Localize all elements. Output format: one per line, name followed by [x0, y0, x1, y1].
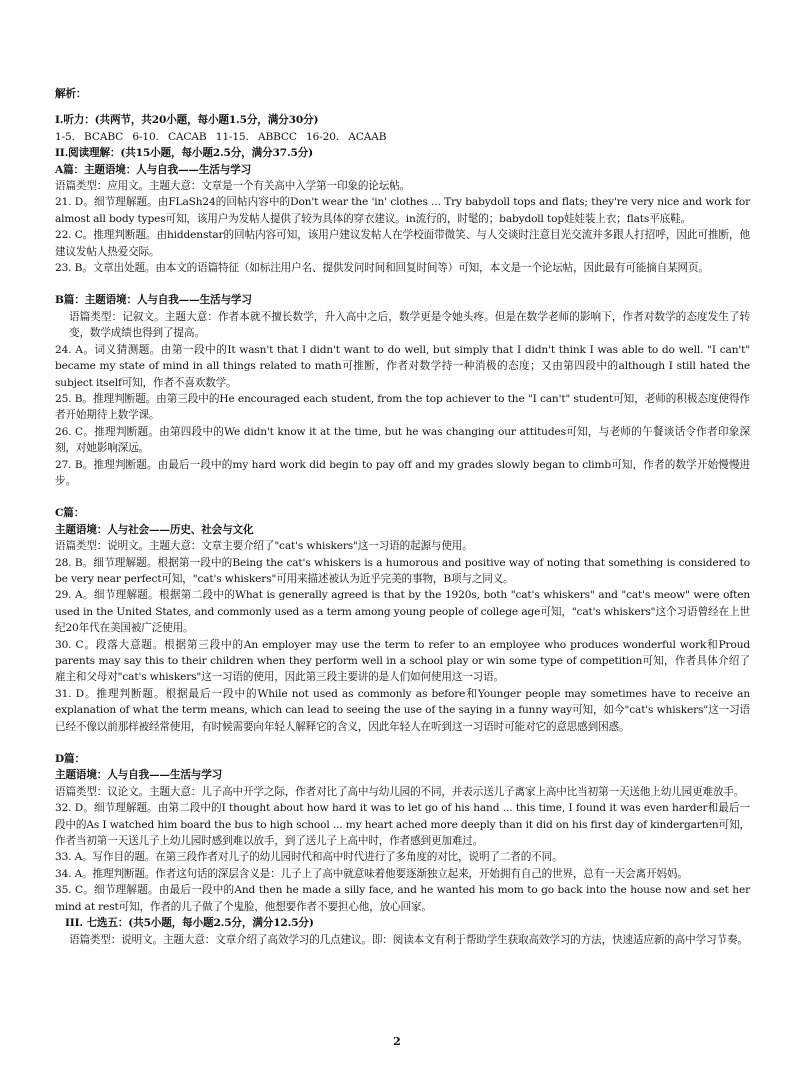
- listening-answers: 1-5. BCABC 6-10. CACAB 11-15. ABBCC 16-20. ACAAB: [55, 130, 387, 143]
- answer-26: 26. C。推理判断题。由第四段中的We didn't know it at the time, but he was changing our attitudes可知，与老师的午餐谈话令作者印象深刻，对她影响深远。: [55, 425, 750, 455]
- page-number: 2: [393, 1035, 401, 1048]
- answer-29: 29. A。细节理解题。根据第二段中的What is generally agreed is that by the 1920s, both "cat's whiskers" and "cat's meow" were often used in the United States, and commonly used as a term among young people of college age可知，"cat's whiskers"这个习语曾经在上世纪20年代在美国被广泛使用。: [55, 589, 750, 635]
- answer-explanations: [55, 86, 750, 948]
- passage-d-label: D篇：: [55, 753, 85, 766]
- seven-choose-five-title: III. 七选五：(共5小题，每小题2.5分，满分12.5分): [65, 917, 314, 930]
- answer-25: 25. B。推理判断题。由第三段中的He encouraged each student, from the top achiever to the "I can't" student可知，老师的积极态度使得作者开始期待上数学课。: [55, 392, 750, 422]
- answer-34: 34. A。推理判断题。作者这句话的深层含义是：儿子上了高中就意味着他要逐渐独立起来，开始拥有自己的世界，总有一天会离开妈妈。: [55, 867, 688, 880]
- passage-a-title: A篇：主题语境：人与自我——生活与学习: [55, 163, 252, 176]
- passage-b-genre: 语篇类型：记叙文。主题大意：作者本就不擅长数学，升入高中之后，数学更是令她头疼。但是在数学老师的影响下，作者对数学的态度发生了转变，数学成绩也得到了提高。: [69, 310, 750, 340]
- listening-section-title: I.听力：(共两节，共20小题，每小题1.5分，满分30分): [55, 114, 319, 127]
- seven-choose-five-genre: 语篇类型：说明文。主题大意：文章介绍了高效学习的几点建议。即：阅读本文有利于帮助学生获取高效学习的方法，快速适应新的高中学习节奏。: [69, 933, 748, 946]
- passage-a-genre: 语篇类型：应用文。主题大意：文章是一个有关高中入学第一印象的论坛帖。: [55, 180, 411, 193]
- passage-d-title: 主题语境：人与自我——生活与学习: [55, 769, 223, 782]
- answer-21: 21. D。细节理解题。由FLaSh24的回帖内容中的Don't wear the 'in' clothes ... Try babydoll tops and flats; they're very nice and work for almost all body types可知，该用户为发帖人提供了较为具体的穿衣建议。in流行的，时髦的；babydoll top娃娃装上衣；flats平底鞋。: [55, 196, 750, 225]
- answer-35: 35. C。细节理解题。由最后一段中的And then he made a silly face, and he wanted his mom to go back into the house now and set her mind at rest可知，作者的儿子做了个鬼脸，他想要作者不要担心他，放心回家。: [55, 884, 750, 913]
- answer-30: 30. C。段落大意题。根据第三段中的An employer may use the term to refer to an employee who produces wonderful work和Proud parents may say this to their children when they perform well in a school play or win some type of competition可知，作者具体介绍了雇主和父母对"cat's whiskers"这一习语的使用，因此第三段主要讲的是人们如何使用这一习语。: [55, 638, 750, 684]
- answer-33: 33. A。写作目的题。在第三段作者对儿子的幼儿园时代和高中时代进行了多角度的对比，说明了二者的不同。: [55, 851, 563, 864]
- passage-c-title: 主题语境：人与社会——历史、社会与文化: [55, 523, 254, 536]
- passage-b-title: B篇：主题语境：人与自我——生活与学习: [55, 294, 252, 307]
- reading-section-title: II.阅读理解：(共15小题，每小题2.5分，满分37.5分): [55, 147, 314, 160]
- answer-24: 24. A。词义猜测题。由第一段中的It wasn't that I didn't want to do well, but simply that I didn't think I was able to do well. "I can't" became my state of mind in all things related to math可推断，作者对数学持一种消极的态度；又由第四段中的although I still hated the subject itself可知，作者不喜欢数学。: [55, 343, 750, 389]
- answer-23: 23. B。文章出处题。由本文的语篇特征（如标注用户名、提供发问时间和回复时间等）可知，本文是一个论坛帖，因此最有可能摘自某网页。: [55, 262, 709, 275]
- passage-c-genre: 语篇类型：说明文。主题大意：文章主要介绍了"cat's whiskers"这一习语的起源与使用。: [55, 540, 473, 553]
- answer-28: 28. B。细节理解题。根据第一段中的Being the cat's whiskers is a humorous and positive way of noting that something is considered to be very near perfect可知，"cat's whiskers"可用来描述被认为近乎完美的事物，B项与之同义。: [55, 556, 750, 585]
- answer-31: 31. D。推理判断题。根据最后一段中的While not used as commonly as before和Younger people may sometimes have to receive an explanation of what the term means, which can lead to seeing the use of the saying in a funny way可知，如今"cat's whiskers"这一习语已经不像以前那样被经常使用，有时候需要向年轻人解释它的含义，因此年轻人在听到这一习语时可能对它的意思感到困惑。: [55, 687, 750, 733]
- answer-27: 27. B。推理判断题。由最后一段中的my hard work did begin to pay off and my grades slowly began to climb可知，作者的数学开始慢慢进步。: [55, 458, 750, 487]
- answer-32: 32. D。细节理解题。由第二段中的I thought about how hard it was to let go of his hand ... this time, I found it was even harder和最后一段中的As I watched him board the bus to high school ... my heart ached more deeply than it did on his first day of kindergarten可知，作者当初第一天送儿子上幼儿园时感到难以放手，到了送儿子上高中时，作者感到更加难过。: [55, 802, 750, 848]
- passage-c-label: C篇：: [55, 507, 85, 520]
- passage-d-genre: 语篇类型：议论文。主题大意：儿子高中开学之际，作者对比了高中与幼儿园的不同，并表示送儿子离家上高中比当初第一天送他上幼儿园更难放手。: [55, 785, 745, 798]
- explanation-heading: 解析：: [55, 88, 87, 100]
- answer-22: 22. C。推理判断题。由hiddenstar的回帖内容可知，该用户建议发帖人在学校面带微笑、与人交谈时注意目光交流并多跟人打招呼，因此可推断，他建议发帖人热爱交际。: [55, 229, 750, 258]
